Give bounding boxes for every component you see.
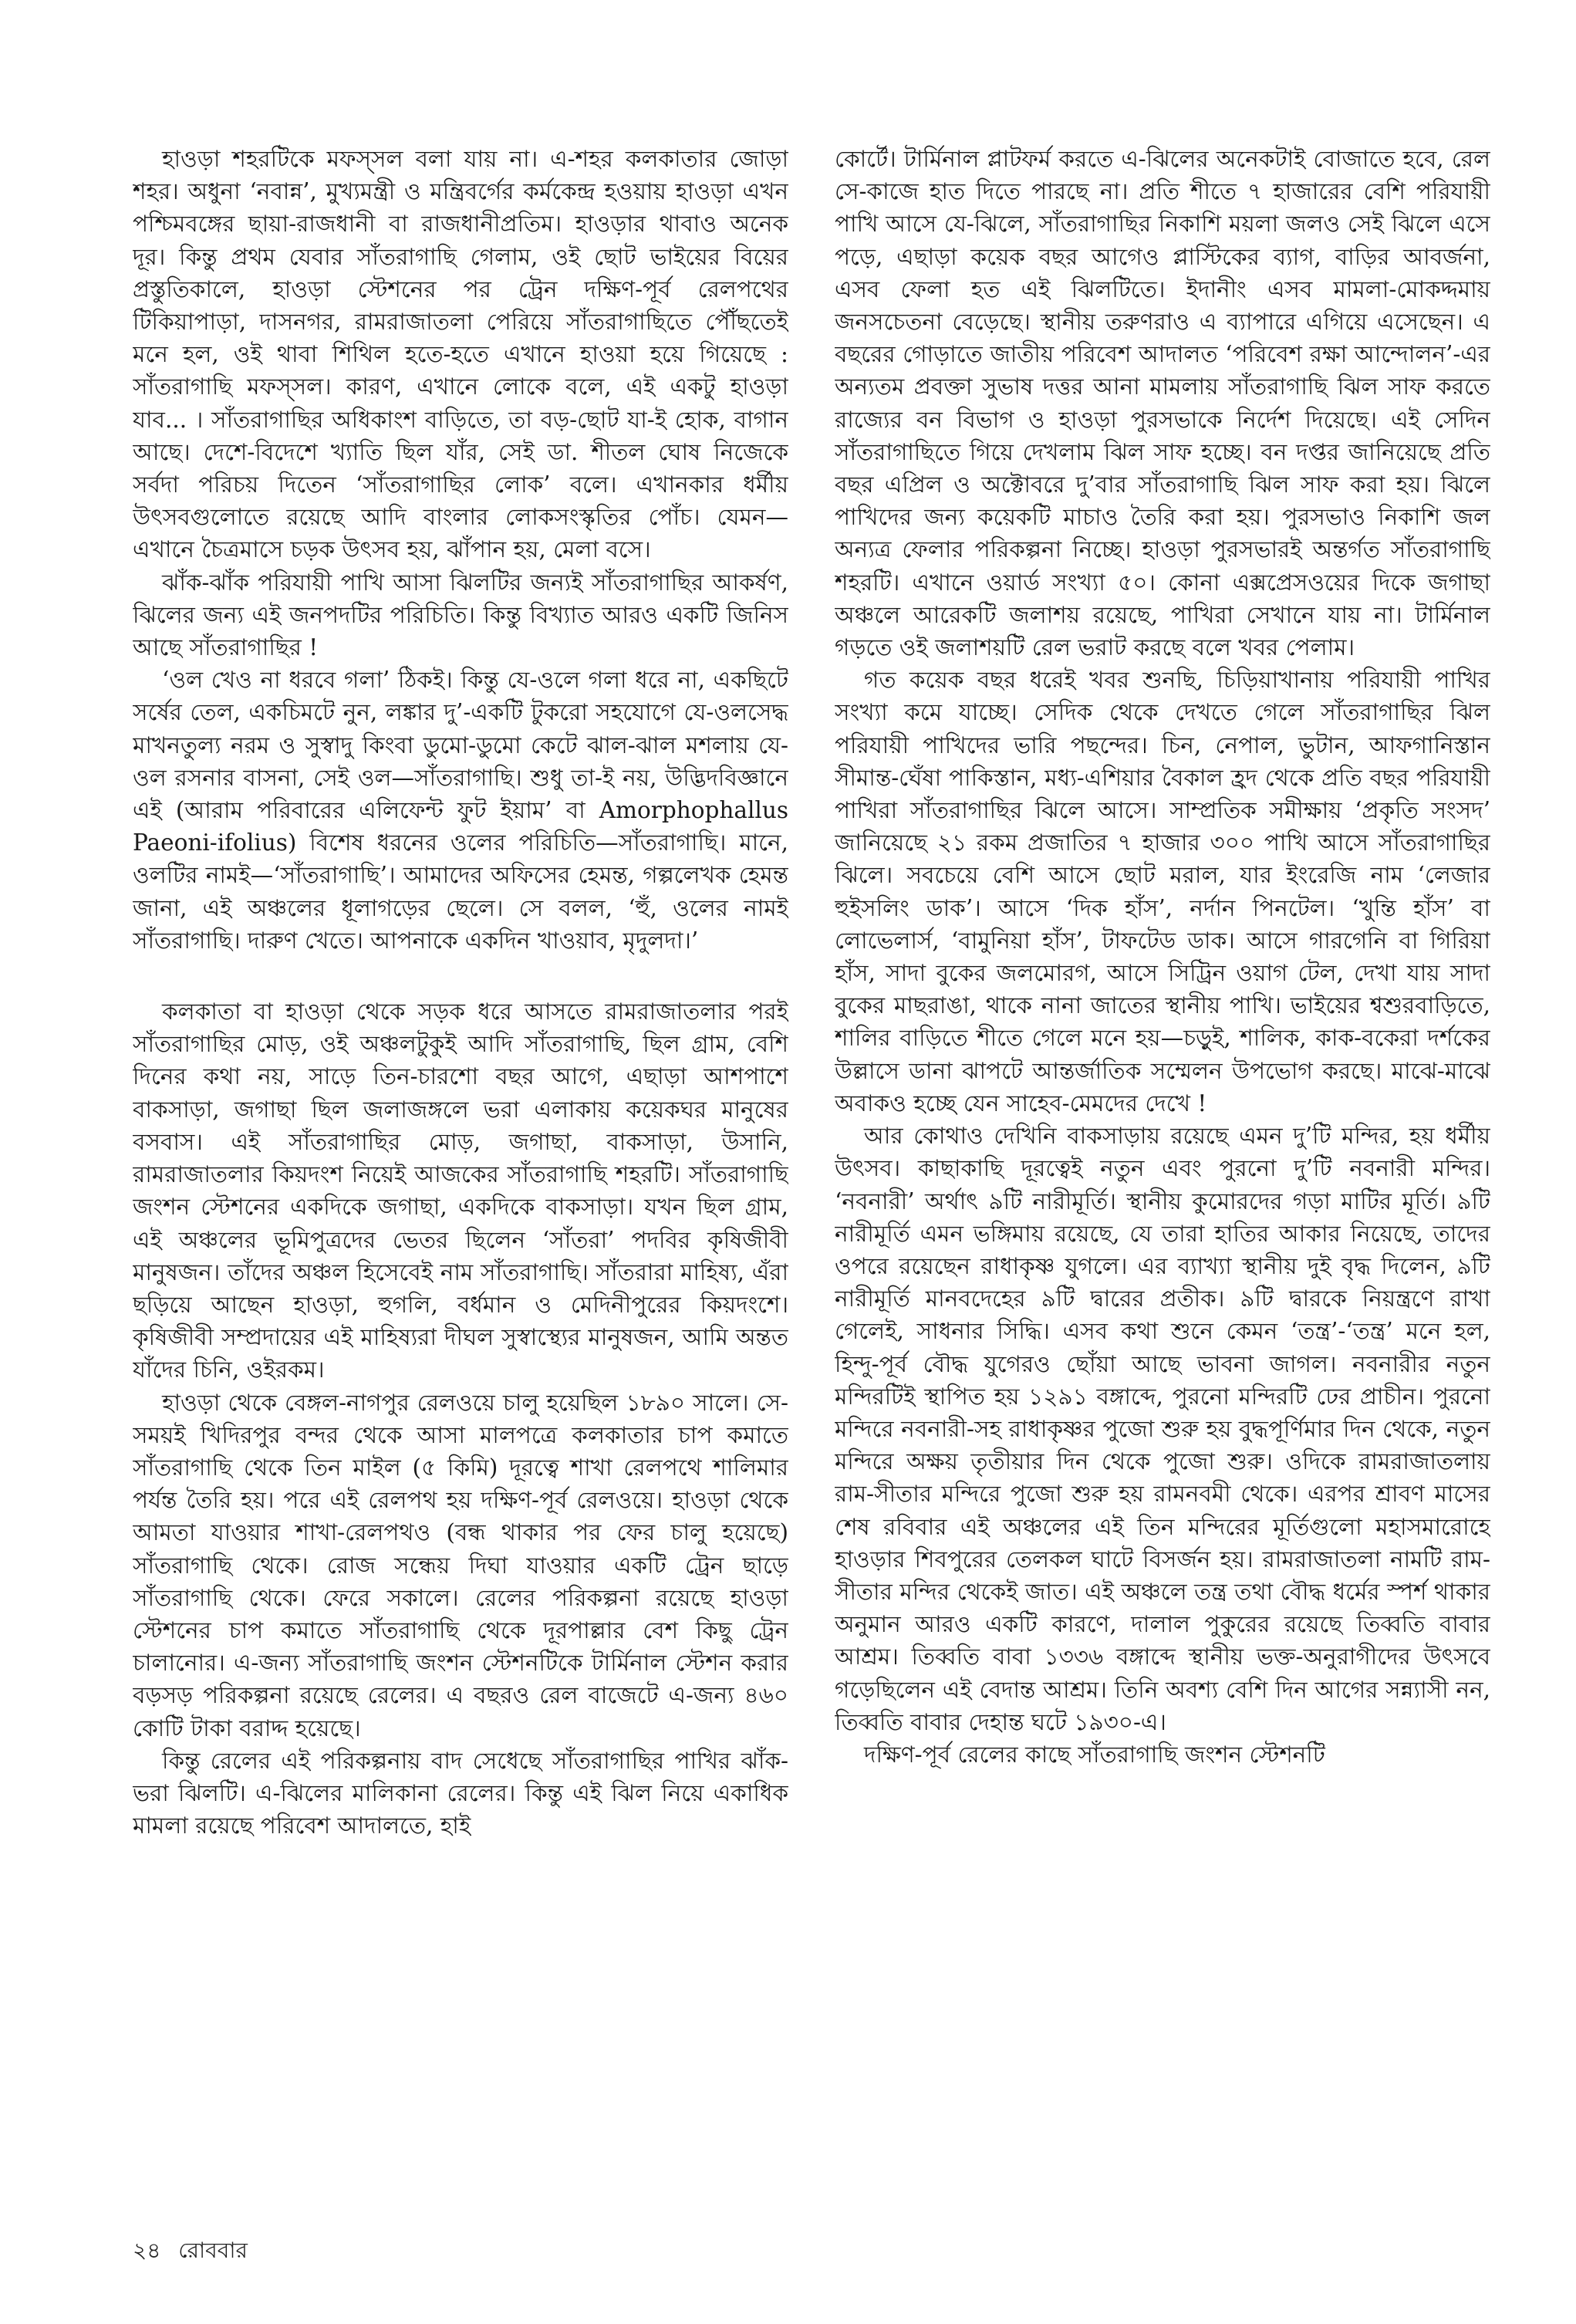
paragraph: হাওড়া শহরটিকে মফস্সল বলা যায় না। এ-শহর কলকাতার জোড়া শহর। অধুনা ‘নবান্ন’, মুখ্যমন্ত্রী ও মন্ত্রিবর্গের কর্মকেন্দ্র হওয়ায় হাওড়া এখন পশ্চিমবঙ্গের ছায়া-রাজধানী বা রাজধানীপ্রতিম। হাওড়ার থাবাও অনেক দূর। কিন্তু প্রথম যেবার সাঁতরাগাছি গেলাম, ওই ছোট ভাইয়ের বিয়ের প্রস্তুতিকালে, হাওড়া স্টেশনের পর ট্রেন দক্ষিণ-পূর্ব রেলপথের টিকিয়াপাড়া, দাসনগর, রামরাজাতলা পেরিয়ে সাঁতরাগাছিতে পৌঁছতেই মনে হল, ওই থাবা শিথিল হতে-হতে এখানে হাওয়া হয়ে গিয়েছে : সাঁতরাগাছি মফস্সল। কারণ, এখানে লোকে বলে, এই একটু হাওড়া যাব... । সাঁতরাগাছির অধিকাংশ বাড়িতে, তা বড়-ছোট যা-ই হোক, বাগান আছে। দেশে-বিদেশে খ্যাতি ছিল যাঁর, সেই ডা. শীতল ঘোষ নিজেকে সর্বদা পরিচয় দিতেন ‘সাঁতরাগাছির লোক’ বলে। এখানকার ধর্মীয় উৎসবগুলোতে রয়েছে আদি বাংলার লোকসংস্কৃতির পোঁচ। যেমন—এখানে চৈত্রমাসে চড়ক উৎসব হয়, ঝাঁপান হয়, মেলা বসে। xyxy=(133,146,788,563)
paragraph: হাওড়া থেকে বেঙ্গল-নাগপুর রেলওয়ে চালু হয়েছিল ১৮৯০ সালে। সে-সময়ই খিদিরপুর বন্দর থেকে আসা মালপত্রে কলকাতার চাপ কমাতে সাঁতরাগাছি থেকে তিন মাইল (৫ কিমি) দূরত্বে শাখা রেলপথে শালিমার পর্যন্ত তৈরি হয়। পরে এই রেলপথ হয় দক্ষিণ-পূর্ব রেলওয়ে। হাওড়া থেকে আমতা যাওয়ার শাখা-রেলপথও (বন্ধ থাকার পর ফের চালু হয়েছে) সাঁতরাগাছি থেকে। রোজ সন্ধেয় দিঘা যাওয়ার একটি ট্রেন ছাড়ে সাঁতরাগাছি থেকে। ফেরে সকালে। রেলের পরিকল্পনা রয়েছে হাওড়া স্টেশনের চাপ কমাতে সাঁতরাগাছি থেকে দূরপাল্লার বেশ কিছু ট্রেন চালানোর। এ-জন্য সাঁতরাগাছি জংশন স্টেশনটিকে টার্মিনাল স্টেশন করার বড়সড় পরিকল্পনা রয়েছে রেলের। এ বছরও রেল বাজেটে এ-জন্য ৪৬০ কোটি টাকা বরাদ্দ হয়েছে। xyxy=(133,1389,788,1741)
page-number: ২৪ xyxy=(133,2238,161,2263)
right-column xyxy=(835,143,1490,2180)
page-footer xyxy=(133,2234,258,2270)
paragraph: দক্ষিণ-পূর্ব রেলের কাছে সাঁতরাগাছি জংশন স্টেশনটি xyxy=(864,1741,1325,1768)
paragraph: কিন্তু রেলের এই পরিকল্পনায় বাদ সেধেছে সাঁতরাগাছির পাখির ঝাঁক-ভরা ঝিলটি। এ-ঝিলের মালিকানা রেলের। কিন্তু এই ঝিল নিয়ে একাধিক মামলা রয়েছে পরিবেশ আদালতে, হাই xyxy=(133,1747,788,1839)
magazine-name: রোববার xyxy=(178,2238,248,2263)
article-body xyxy=(133,143,1490,2180)
left-column xyxy=(133,143,788,2180)
paragraph: গত কয়েক বছর ধরেই খবর শুনছি, চিড়িয়াখানায় পরিযায়ী পাখির সংখ্যা কমে যাচ্ছে। সেদিক থেকে দেখতে গেলে সাঁতরাগাছির ঝিল পরিযায়ী পাখিদের ভারি পছন্দের। চিন, নেপাল, ভুটান, আফগানিস্তান সীমান্ত-ঘেঁষা পাকিস্তান, মধ্য-এশিয়ার বৈকাল হ্রদ থেকে প্রতি বছর পরিযায়ী পাখিরা সাঁতরাগাছির ঝিলে আসে। সাম্প্রতিক সমীক্ষায় ‘প্রকৃতি সংসদ’ জানিয়েছে ২১ রকম প্রজাতির ৭ হাজার ৩০০ পাখি আসে সাঁতরাগাছির ঝিলে। সবচেয়ে বেশি আসে ছোট মরাল, যার ইংরেজি নাম ‘লেজার হুইসলিং ডাক’। আসে ‘দিক হাঁস’, নর্দান পিনটেল। ‘খুন্তি হাঁস’ বা লোভেলার্স, ‘বামুনিয়া হাঁস’, টাফটেড ডাক। আসে গারগেনি বা গিরিয়া হাঁস, সাদা বুকের জলমোরগ, আসে সিট্রিন ওয়াগ টেল, দেখা যায় সাদা বুকের মাছরাঙা, থাকে নানা জাতের স্থানীয় পাখি। ভাইয়ের শ্বশুরবাড়িতে, শালির বাড়িতে শীতে গেলে মনে হয়—চড়ুই, শালিক, কাক-বকেরা দর্শকের উল্লাসে ডানা ঝাপটে আন্তর্জাতিক সম্মেলন উপভোগ করছে। মাঝে-মাঝে অবাকও হচ্ছে যেন সাহেব-মেমদের দেখে ! xyxy=(835,667,1490,1116)
paragraph: ঝাঁক-ঝাঁক পরিযায়ী পাখি আসা ঝিলটির জন্যই সাঁতরাগাছির আকর্ষণ, ঝিলের জন্য এই জনপদটির পরিচিতি। কিন্তু বিখ্যাত আরও একটি জিনিস আছে সাঁতরাগাছির ! xyxy=(133,569,788,661)
paragraph: কলকাতা বা হাওড়া থেকে সড়ক ধরে আসতে রামরাজাতলার পরই সাঁতরাগাছির মোড়, ওই অঞ্চলটুকুই আদি সাঁতরাগাছি, ছিল গ্রাম, বেশি দিনের কথা নয়, সাড়ে তিন-চারশো বছর আগে, এছাড়া আশপাশে বাকসাড়া, জগাছা ছিল জলাজঙ্গলে ভরা এলাকায় কয়েকঘর মানুষের বসবাস। এই সাঁতরাগাছির মোড়, জগাছা, বাকসাড়া, উসানি, রামরাজাতলার কিয়দংশ নিয়েই আজকের সাঁতরাগাছি শহরটি। সাঁতরাগাছি জংশন স্টেশনের একদিকে জগাছা, একদিকে বাকসাড়া। যখন ছিল গ্রাম, এই অঞ্চলের ভূমিপুত্রদের ভেতর ছিলেন ‘সাঁতরা’ পদবির কৃষিজীবী মানুষজন। তাঁদের অঞ্চল হিসেবেই নাম সাঁতরাগাছি। সাঁতরারা মাহিষ্য, এঁরা ছড়িয়ে আছেন হাওড়া, হুগলি, বর্ধমান ও মেদিনীপুরের কিয়দংশে। কৃষিজীবী সম্প্রদায়ের এই মাহিষ্যরা দীঘল সুস্বাস্থ্যের মানুষজন, আমি অন্তত যাঁদের চিনি, ওইরকম। xyxy=(133,998,788,1383)
paragraph: ‘ওল খেও না ধরবে গলা’ ঠিকই। কিন্তু যে-ওলে গলা ধরে না, একছিটে সর্ষের তেল, একচিমটে নুন, লঙ্কার দু’-একটি টুকরো সহযোগে যে-ওলসেদ্ধ মাখনতুল্য নরম ও সুস্বাদু কিংবা ডুমো-ডুমো কেটে ঝাল-ঝাল মশলায় যে-ওল রসনার বাসনা, সেই ওল—সাঁতরাগাছি। শুধু তা-ই নয়, উদ্ভিদবিজ্ঞানে এই (আরাম পরিবারের এলিফেন্ট ফুট ইয়াম’ বা Amorphophallus Paeoni-ifolius) বিশেষ ধরনের ওলের পরিচিতি—সাঁতরাগাছি। মানে, ওলটির নামই—‘সাঁতরাগাছি’। আমাদের অফিসের হেমন্ত, গল্পলেখক হেমন্ত জানা, এই অঞ্চলের ধূলাগড়ের ছেলে। সে বলল, ‘হুঁ, ওলের নামই সাঁতরাগাছি। দারুণ খেতে। আপনাকে একদিন খাওয়াব, মৃদুলদা।’ xyxy=(133,667,788,954)
paragraph: কোর্টে। টার্মিনাল প্লাটফর্ম করতে এ-ঝিলের অনেকটাই বোজাতে হবে, রেল সে-কাজে হাত দিতে পারছে না। প্রতি শীতে ৭ হাজারের বেশি পরিযায়ী পাখি আসে যে-ঝিলে, সাঁতরাগাছির নিকাশি ময়লা জলও সেই ঝিলে এসে পড়ে, এছাড়া কয়েক বছর আগেও প্লাস্টিকের ব্যাগ, বাড়ির আবর্জনা, এসব ফেলা হত এই ঝিলটিতে। ইদানীং এসব মামলা-মোকদ্দমায় জনসচেতনা বেড়েছে। স্থানীয় তরুণরাও এ ব্যাপারে এগিয়ে এসেছেন। এ বছরের গোড়াতে জাতীয় পরিবেশ আদালত ‘পরিবেশ রক্ষা আন্দোলন’-এর অন্যতম প্রবক্তা সুভাষ দত্তর আনা মামলায় সাঁতরাগাছি ঝিল সাফ করতে রাজ্যের বন বিভাগ ও হাওড়া পুরসভাকে নির্দেশ দিয়েছে। এই সেদিন সাঁতরাগাছিতে গিয়ে দেখলাম ঝিল সাফ হচ্ছে। বন দপ্তর জানিয়েছে প্রতি বছর এপ্রিল ও অক্টোবরে দু’বার সাঁতরাগাছি ঝিল সাফ করা হয়। ঝিলে পাখিদের জন্য কয়েকটি মাচাও তৈরি করা হয়। পুরসভাও নিকাশি জল অন্যত্র ফেলার পরিকল্পনা নিচ্ছে। হাওড়া পুরসভারই অন্তর্গত সাঁতরাগাছি শহরটি। এখানে ওয়ার্ড সংখ্যা ৫০। কোনা এক্সপ্রেসওয়ের দিকে জগাছা অঞ্চলে আরেকটি জলাশয় রয়েছে, পাখিরা সেখানে যায় না। টার্মিনাল গড়তে ওই জলাশয়টি রেল ভরাট করছে বলে খবর পেলাম। xyxy=(835,146,1490,661)
paragraph: আর কোথাও দেখিনি বাকসাড়ায় রয়েছে এমন দু’টি মন্দির, হয় ধর্মীয় উৎসব। কাছাকাছি দূরত্বেই নতুন এবং পুরনো দু’টি নবনারী মন্দির। ‘নবনারী’ অর্থাৎ ৯টি নারীমূর্তি। স্থানীয় কুমোরদের গড়া মাটির মূর্তি। ৯টি নারীমূর্তি এমন ভঙ্গিমায় রয়েছে, যে তারা হাতির আকার নিয়েছে, তাদের ওপরে রয়েছেন রাধাকৃষ্ণ যুগলে। এর ব্যাখ্যা স্থানীয় দুই বৃদ্ধ দিলেন, ৯টি নারীমূর্তি মানবদেহের ৯টি দ্বারের প্রতীক। ৯টি দ্বারকে নিয়ন্ত্রণে রাখা গেলেই, সাধনার সিদ্ধি। এসব কথা শুনে কেমন ‘তন্ত্র’-‘তন্ত্র’ মনে হল, হিন্দু-পূর্ব বৌদ্ধ যুগেরও ছোঁয়া আছে ভাবনা জাগল। নবনারীর নতুন মন্দিরটিই স্থাপিত হয় ১২৯১ বঙ্গাব্দে, পুরনো মন্দিরটি ঢের প্রাচীন। পুরনো মন্দিরে নবনারী-সহ রাধাকৃষ্ণর পুজো শুরু হয় বুদ্ধপূর্ণিমার দিন থেকে, নতুন মন্দিরে অক্ষয় তৃতীয়ার দিন থেকে পুজো শুরু। ওদিকে রামরাজাতলায় রাম-সীতার মন্দিরে পুজো শুরু হয় রামনবমী থেকে। এরপর শ্রাবণ মাসের শেষ রবিবার এই অঞ্চলের এই তিন মন্দিরের মূর্তিগুলো মহাসমারোহে হাওড়ার শিবপুরের তেলকল ঘাটে বিসর্জন হয়। রামরাজাতলা নামটি রাম-সীতার মন্দির থেকেই জাত। এই অঞ্চলে তন্ত্র তথা বৌদ্ধ ধর্মের স্পর্শ থাকার অনুমান আরও একটি কারণে, দালাল পুকুরের রয়েছে তিব্বতি বাবার আশ্রম। তিব্বতি বাবা ১৩৩৬ বঙ্গাব্দে স্থানীয় ভক্ত-অনুরাগীদের উৎসবে গড়েছিলেন এই বেদান্ত আশ্রম। তিনি অবশ্য বেশি দিন আগের সন্ন্যাসী নন, তিব্বতি বাবার দেহান্ত ঘটে ১৯৩০-এ। xyxy=(835,1123,1490,1735)
